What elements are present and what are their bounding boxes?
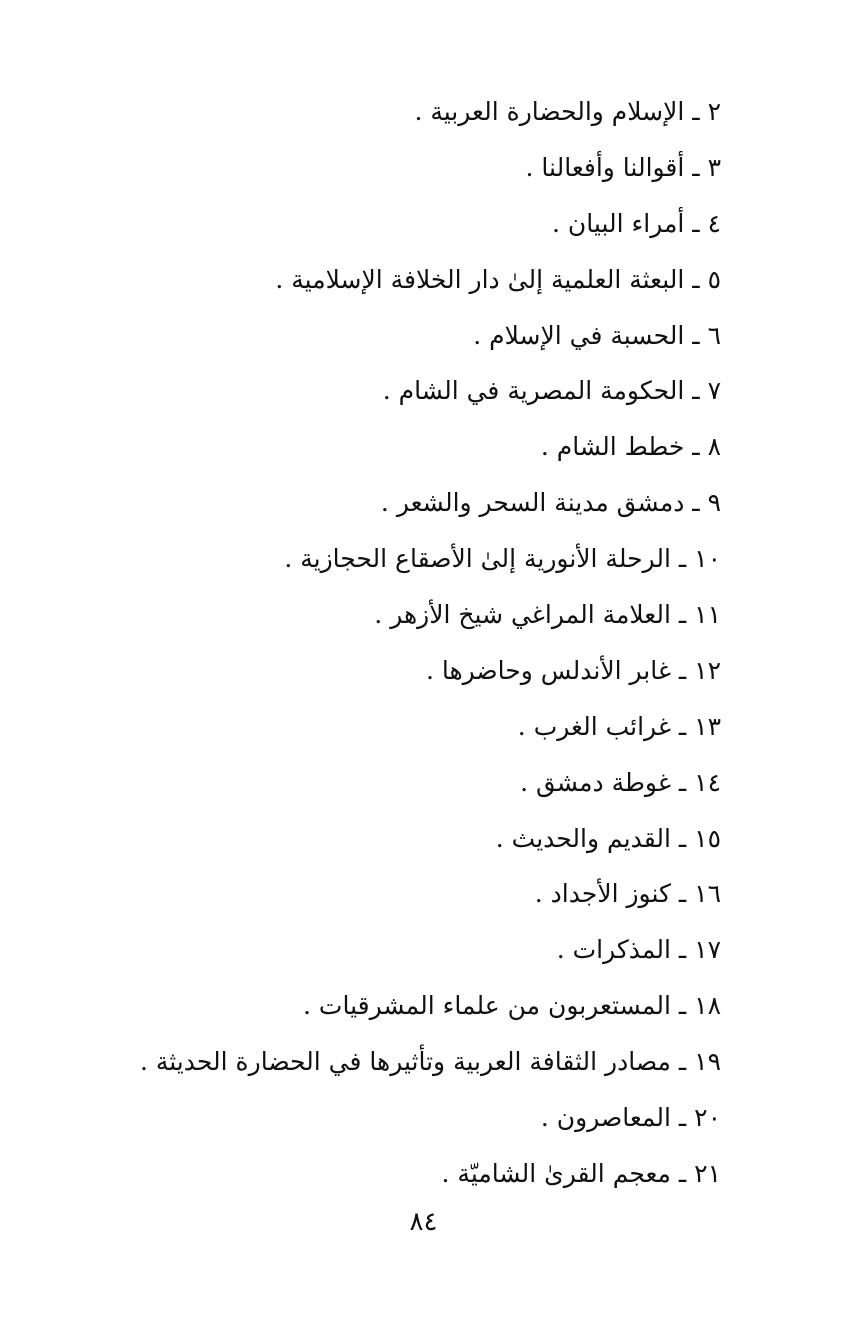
list-item: ١٠ ـ الرحلة الأنورية إلىٰ الأصقاع الحجازية .	[284, 544, 721, 574]
list-item: ٣ ـ أقوالنا وأفعالنا .	[525, 152, 721, 182]
list-item: ١٩ ـ مصادر الثقافة العربية وتأثيرها في الحضارة الحديثة .	[139, 1047, 721, 1077]
list-item: ١٧ ـ المذكرات .	[556, 935, 721, 965]
list-item: ١٣ ـ غرائب الغرب .	[517, 711, 721, 741]
list-item: ٩ ـ دمشق مدينة السحر والشعر .	[380, 488, 721, 518]
list-item: ١٥ ـ القديم والحديث .	[495, 823, 721, 853]
list-item: ١٢ ـ غابر الأندلس وحاضرها .	[425, 655, 721, 685]
list-item: ٦ ـ الحسبة في الإسلام .	[473, 320, 721, 350]
list-item: ١٦ ـ كنوز الأجداد .	[534, 879, 721, 909]
list-item: ١٤ ـ غوطة دمشق .	[520, 767, 721, 797]
page-number: ٨٤	[409, 1207, 438, 1237]
list-item: ١٨ ـ المستعربون من علماء المشرقيات .	[303, 991, 721, 1021]
list-item: ٨ ـ خطط الشام .	[540, 432, 721, 462]
bibliography-list	[81, 84, 721, 1202]
list-item: ٢ ـ الإسلام والحضارة العربية .	[414, 97, 721, 126]
list-item: ١١ ـ العلامة المراغي شيخ الأزهر .	[374, 600, 721, 630]
list-item: ٧ ـ الحكومة المصرية في الشام .	[382, 376, 721, 406]
list-item: ٤ ـ أمراء البيان .	[552, 208, 721, 238]
list-item: ٢١ ـ معجم القرىٰ الشاميّة .	[441, 1158, 721, 1188]
list-item: ٢٠ ـ المعاصرون .	[540, 1103, 721, 1133]
list-item: ٥ ـ البعثة العلمية إلىٰ دار الخلافة الإسلامية .	[275, 264, 721, 294]
